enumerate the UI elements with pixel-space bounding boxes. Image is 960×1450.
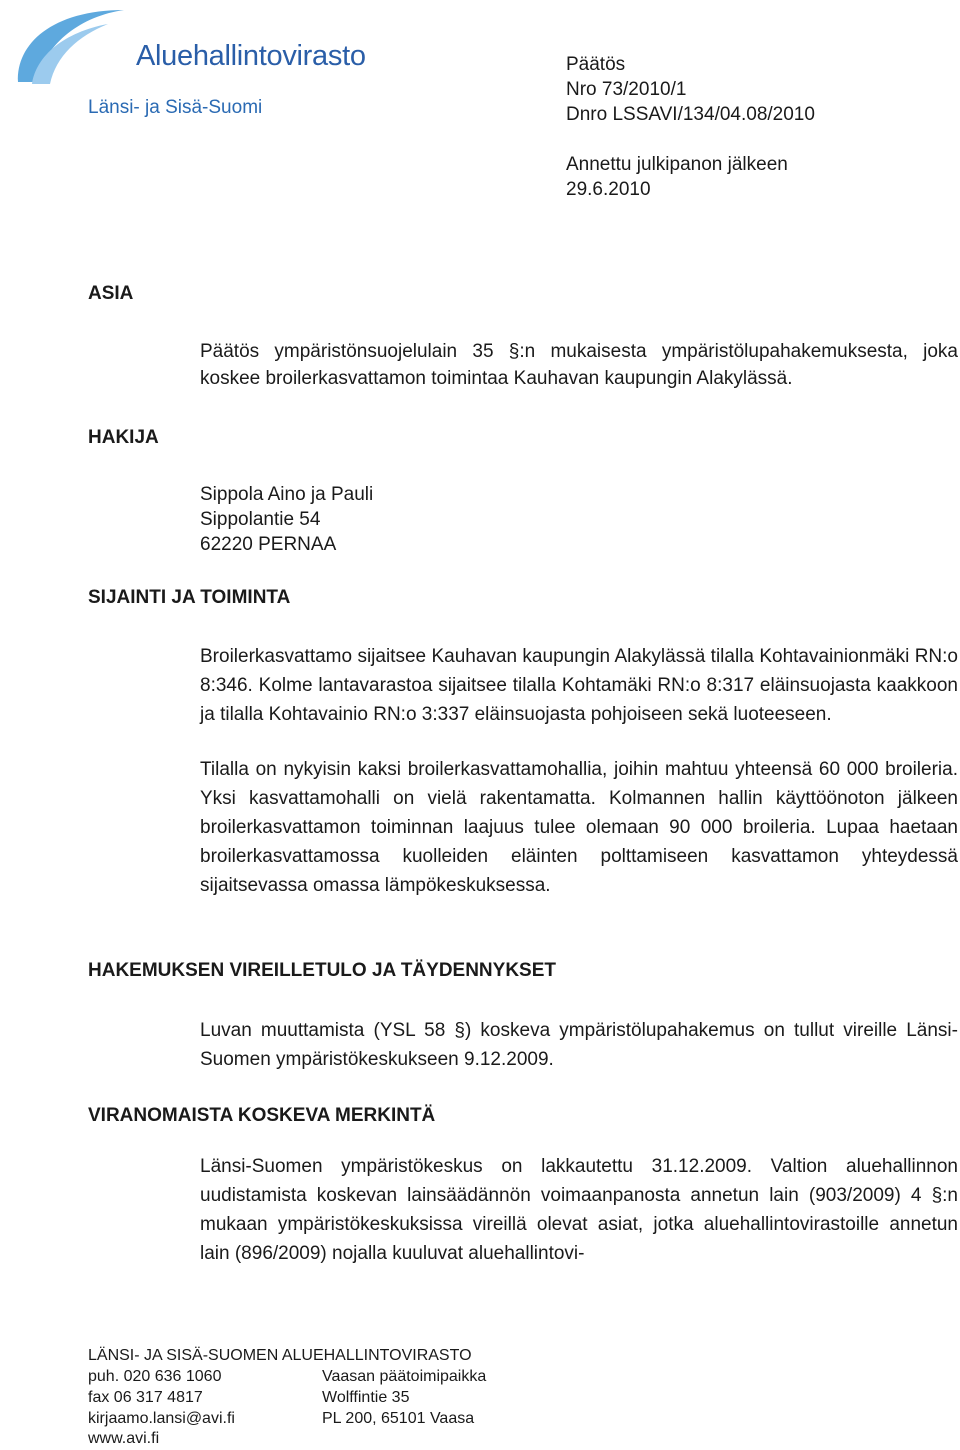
section-text-merkinta: [200, 1152, 958, 1268]
asia-paragraph: Päätös ympäristönsuojelulain 35 §:n mukaisesta ympäristölupahakemuksesta, joka koskee broilerkasvattamon toimintaa Kauhavan kaupungin Alakylässä.: [200, 341, 958, 389]
merkinta-paragraph: Länsi-Suomen ympäristökeskus on lakkautettu 31.12.2009. Valtion aluehallinnon uudistamista koskevan lainsäädännön voimaanpanosta annetun lain (903/2009) 4 §:n mukaan ympäristökeskuksissa vireillä olevat asiat, jotka aluehallintovirastoille annetun lain (896/2009) nojalla kuuluvat aluehallintovi-: [200, 1156, 958, 1264]
footer-email[interactable]: kirjaamo.lansi@avi.fi: [88, 1410, 235, 1427]
applicant-street: Sippolantie 54: [200, 509, 321, 530]
logo-subtitle: Länsi- ja Sisä-Suomi: [88, 97, 263, 118]
document-type: Päätös: [566, 54, 626, 75]
vireilletulo-paragraph: Luvan muuttamista (YSL 58 §) koskeva ympäristölupahakemus on tullut vireille Länsi-Suomen ympäristökeskukseen 9.12.2009.: [200, 1020, 958, 1070]
footer-postal: PL 200, 65101 Vaasa: [322, 1410, 475, 1427]
footer-website[interactable]: www.avi.fi: [88, 1430, 160, 1447]
diary-number: Dnro LSSAVI/134/04.08/2010: [566, 104, 815, 125]
footer-office: Vaasan päätoimipaikka: [322, 1368, 487, 1385]
footer-phone: puh. 020 636 1060: [88, 1368, 222, 1385]
section-heading-hakija: HAKIJA: [88, 427, 159, 448]
applicant-name: Sippola Aino ja Pauli: [200, 484, 374, 505]
sijainti-paragraph-2: Tilalla on nykyisin kaksi broilerkasvattamohallia, joihin mahtuu yhteensä 60 000 broileria. Yksi kasvattamohalli on vielä rakentamatta. Kolmannen hallin käyttöönoton jälkeen broilerkasvattamon toiminnan laajuus tulee olemaan 90 000 broileria. Lupaa haetaan broilerkasvattamossa kuolleiden eläinten polttamiseen kasvattamon yhteydessä sijaitsevassa omassa lämpökeskuksessa.: [200, 759, 958, 896]
section-heading-merkinta: VIRANOMAISTA KOSKEVA MERKINTÄ: [88, 1105, 436, 1126]
logo-title: Aluehallintovirasto: [136, 40, 366, 72]
issued-label: Annettu julkipanon jälkeen: [566, 154, 788, 175]
section-text-vireilletulo: [200, 1016, 958, 1074]
applicant-address: [200, 482, 958, 557]
section-text-asia: [200, 338, 958, 392]
footer-organization: LÄNSI- JA SISÄ-SUOMEN ALUEHALLINTOVIRASTO: [88, 1347, 472, 1364]
footer-fax: fax 06 317 4817: [88, 1389, 203, 1406]
section-heading-sijainti: SIJAINTI JA TOIMINTA: [88, 587, 291, 608]
section-heading-vireilletulo: HAKEMUKSEN VIREILLETULO JA TÄYDENNYKSET: [88, 960, 556, 981]
section-heading-asia: ASIA: [88, 283, 134, 304]
issued-date: 29.6.2010: [566, 179, 651, 200]
section-text-sijainti: [200, 642, 958, 900]
document-number: Nro 73/2010/1: [566, 79, 687, 100]
applicant-postal: 62220 PERNAA: [200, 534, 337, 555]
footer-street: Wolffintie 35: [322, 1389, 410, 1406]
agency-logo-icon: [12, 4, 132, 88]
sijainti-paragraph-1: Broilerkasvattamo sijaitsee Kauhavan kaupungin Alakylässä tilalla Kohtavainionmäki RN:o 8:346. Kolme lantavarastoa sijaitsee tilalla Kohtamäki RN:o 8:317 eläinsuojasta kaakkoon ja tilalla Kohtavainio RN:o 3:337 eläinsuojasta pohjoiseen sekä luoteeseen.: [200, 646, 958, 725]
